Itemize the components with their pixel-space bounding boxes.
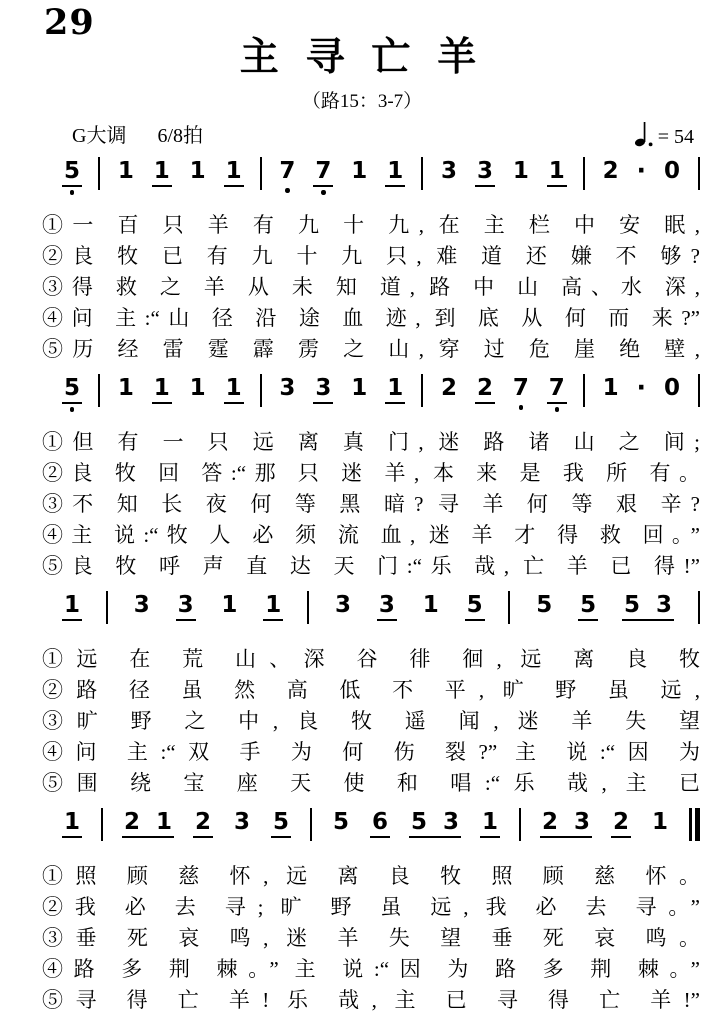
note	[152, 160, 172, 187]
note	[439, 377, 459, 402]
note-body	[511, 160, 531, 185]
note-digit: 3	[177, 592, 194, 618]
scripture-reference: （路15：3-7）	[301, 91, 423, 112]
note-digit: 1	[387, 158, 404, 184]
note-digit: 1	[117, 375, 134, 401]
note-digit: 5	[410, 809, 427, 835]
beamed-note-pair	[409, 811, 461, 838]
verse-line: ⑤围 绕 宝 座 天 使 和 唱:“乐 哉, 主 已	[42, 771, 700, 795]
beamed-note-pair	[622, 594, 674, 621]
barline	[106, 591, 108, 624]
note-digit: 3	[334, 592, 351, 618]
note	[511, 160, 531, 185]
note	[421, 594, 441, 619]
system-4	[0, 799, 724, 1016]
note	[224, 377, 244, 404]
note-body	[475, 377, 495, 404]
note-digit: 1	[652, 809, 669, 835]
note-body	[313, 160, 333, 187]
note	[331, 811, 351, 836]
note-body	[313, 377, 333, 404]
note-body	[62, 594, 82, 621]
note-body	[271, 811, 291, 838]
note	[475, 160, 495, 187]
note-body	[385, 377, 405, 404]
final-barline-thick	[695, 808, 701, 841]
barline	[698, 157, 700, 190]
augmentation-dot: ·	[636, 156, 647, 185]
note-body	[188, 160, 208, 185]
note-body	[62, 811, 82, 838]
hymn-title: 主 寻 亡 羊	[239, 36, 485, 79]
beam	[122, 811, 174, 838]
barline	[421, 374, 423, 407]
note-body	[116, 377, 136, 402]
verse-line: ②良 牧 已 有 九 十 九 只, 难 道 还 嫌 不 够?	[42, 244, 700, 268]
note	[62, 377, 82, 412]
note-body	[277, 160, 297, 185]
note-digit: 1	[153, 375, 170, 401]
verse-line: ①但 有 一 只 远 离 真 门, 迷 路 诸 山 之 间;	[42, 430, 700, 454]
note	[188, 160, 208, 185]
note-digit: 3	[279, 375, 296, 401]
note	[547, 160, 567, 187]
note	[313, 160, 333, 195]
rest-note	[662, 160, 682, 185]
note-digit: 2	[476, 375, 493, 401]
note	[277, 377, 297, 402]
note	[601, 160, 621, 185]
note	[116, 160, 136, 185]
verse-line: ③旷 野 之 中, 良 牧 遥 闻, 迷 羊 失 望	[42, 709, 700, 733]
beamed-note-pair	[122, 811, 174, 838]
verse-line: ⑤历 经 雷 霆 霹 雳 之 山, 穿 过 危 崖 绝 壁,	[42, 337, 700, 361]
note-body	[152, 160, 172, 187]
note-digit: 5	[332, 809, 349, 835]
note	[465, 594, 485, 621]
note-digit: 1	[156, 809, 173, 835]
barline	[519, 808, 521, 841]
note-digit: 3	[133, 592, 150, 618]
note-body	[439, 377, 459, 402]
key-signature: G大调	[72, 125, 127, 147]
note-body	[534, 594, 554, 619]
low-octave-dot	[321, 190, 326, 195]
low-octave-dot	[555, 407, 560, 412]
note-body	[277, 377, 297, 402]
note-digit: 0	[663, 158, 680, 184]
note-body	[601, 377, 621, 402]
barline	[421, 157, 423, 190]
barline	[508, 591, 510, 624]
note-digit: 5	[536, 592, 553, 618]
low-octave-dot	[519, 405, 524, 410]
verse-line: ①一 百 只 羊 有 九 十 九, 在 主 栏 中 安 眠,	[42, 213, 700, 237]
verse-block-2	[42, 427, 700, 582]
note	[176, 594, 196, 621]
note-body	[62, 377, 82, 404]
note-body	[370, 811, 390, 838]
note-body	[611, 811, 631, 838]
note-digit: 0	[663, 375, 680, 401]
note-digit: 3	[656, 592, 673, 618]
note	[349, 377, 369, 402]
tempo-value: = 54	[657, 126, 694, 148]
verse-line: ④主 说:“牧 人 必 须 流 血, 迷 羊 才 得 救 回。”	[42, 523, 700, 547]
note-digit: 5	[580, 592, 597, 618]
low-octave-dot	[285, 188, 290, 193]
note-digit: 1	[221, 592, 238, 618]
verse-line: ③不 知 长 夜 何 等 黑 暗? 寻 羊 何 等 艰 辛?	[42, 492, 700, 516]
barline	[583, 157, 585, 190]
note	[475, 377, 495, 404]
barline	[98, 157, 100, 190]
note-digit: 2	[195, 809, 212, 835]
verse-line: ③得 救 之 羊 从 未 知 道, 路 中 山 高、水 深,	[42, 275, 700, 299]
note	[263, 594, 283, 621]
note	[534, 594, 554, 619]
note-body	[176, 594, 196, 621]
verse-line: ②我 必 去 寻; 旷 野 虽 远, 我 必 去 寻。”	[42, 895, 700, 919]
note-digit: 6	[371, 809, 388, 835]
note-digit: 3	[234, 809, 251, 835]
note-digit: 3	[574, 809, 591, 835]
verse-block-1	[42, 210, 700, 365]
verse-line: ④路 多 荆 棘。” 主 说:“因 为 路 多 荆 棘。”	[42, 957, 700, 981]
note-body	[152, 377, 172, 404]
note-digit: 5	[273, 809, 290, 835]
note-digit: 1	[189, 158, 206, 184]
note-body	[349, 160, 369, 185]
note-body	[650, 811, 670, 836]
note	[277, 160, 297, 193]
note	[385, 377, 405, 404]
note-digit: 2	[602, 158, 619, 184]
note-body	[480, 811, 500, 838]
note-body	[578, 594, 598, 621]
note-digit: 1	[387, 375, 404, 401]
note-digit: 1	[189, 375, 206, 401]
note	[132, 594, 152, 619]
verse-line: ④问 主:“山 径 沿 途 血 迹, 到 底 从 何 而 来?”	[42, 306, 700, 330]
barline	[310, 808, 312, 841]
note	[377, 594, 397, 621]
note-body	[193, 811, 213, 838]
note	[116, 377, 136, 402]
system-1	[0, 148, 724, 365]
barline	[260, 374, 262, 407]
barline	[260, 157, 262, 190]
note	[370, 811, 390, 838]
note-digit: 3	[378, 592, 395, 618]
note-body	[224, 160, 244, 187]
beam	[409, 811, 461, 838]
note-body	[547, 377, 567, 404]
beam	[540, 811, 592, 838]
note-digit: 1	[153, 158, 170, 184]
barline	[698, 591, 700, 624]
note-digit: 1	[482, 809, 499, 835]
key-time-signature	[72, 119, 203, 148]
barline	[98, 374, 100, 407]
note	[349, 160, 369, 185]
hymn-number: 29	[44, 2, 95, 43]
note-body	[385, 160, 405, 187]
note-digit: 5	[64, 375, 81, 401]
note	[547, 377, 567, 412]
note	[511, 377, 531, 410]
note-body	[263, 594, 283, 621]
note	[333, 594, 353, 619]
note	[313, 377, 333, 404]
note	[578, 594, 598, 621]
final-barline	[689, 808, 700, 841]
note-digit: 1	[225, 375, 242, 401]
note	[62, 811, 82, 838]
note-digit: 1	[64, 809, 81, 835]
note	[224, 160, 244, 187]
note-body	[511, 377, 531, 402]
note-digit: 3	[441, 158, 458, 184]
verse-line: ①照 顾 慈 怀, 远 离 良 牧 照 顾 慈 怀。	[42, 864, 700, 888]
note	[232, 811, 252, 836]
note-body	[475, 160, 495, 187]
note-body	[421, 594, 441, 619]
beam	[622, 594, 674, 621]
note	[62, 160, 82, 195]
note-digit: 5	[623, 592, 640, 618]
dotted-quarter-note-icon	[634, 119, 654, 148]
note-body	[62, 160, 82, 187]
note	[385, 160, 405, 187]
note-digit: 1	[548, 158, 565, 184]
verse-block-4	[42, 861, 700, 1016]
note	[611, 811, 631, 838]
note	[650, 811, 670, 836]
barline	[698, 374, 700, 407]
note-body	[116, 160, 136, 185]
note-digit: 1	[422, 592, 439, 618]
verse-line: ④问 主:“双 手 为 何 伤 裂?” 主 说:“因 为	[42, 740, 700, 764]
note-digit: 7	[315, 158, 332, 184]
notation-line-4	[48, 811, 700, 857]
note-digit: 3	[443, 809, 460, 835]
note-body	[601, 160, 621, 185]
barline	[307, 591, 309, 624]
note-body	[377, 594, 397, 621]
note-body	[219, 594, 239, 619]
note-digit: 1	[117, 158, 134, 184]
note-body	[439, 160, 459, 185]
note-digit: 1	[64, 592, 81, 618]
low-octave-dot	[70, 407, 75, 412]
augmentation-dot: ·	[636, 373, 647, 402]
note-body	[333, 594, 353, 619]
note	[152, 377, 172, 404]
notation-line-1	[48, 156, 700, 206]
verse-block-3	[42, 644, 700, 799]
final-barline-thin	[689, 808, 692, 841]
verse-line: ⑤寻 得 亡 羊! 乐 哉, 主 已 寻 得 亡 羊!”	[42, 988, 700, 1012]
verse-line: ②良 牧 回 答:“那 只 迷 羊, 本 来 是 我 所 有。	[42, 461, 700, 485]
note-body	[232, 811, 252, 836]
system-2	[0, 365, 724, 582]
note-body	[662, 377, 682, 402]
barline	[101, 808, 103, 841]
note-digit: 1	[351, 158, 368, 184]
note-body	[188, 377, 208, 402]
time-signature: 6/8拍	[157, 125, 204, 147]
low-octave-dot	[70, 190, 75, 195]
note	[62, 594, 82, 621]
note	[219, 594, 239, 619]
note-digit: 1	[351, 375, 368, 401]
note-digit: 2	[613, 809, 630, 835]
note	[439, 160, 459, 185]
note-digit: 1	[225, 158, 242, 184]
note-body	[465, 594, 485, 621]
rest-note	[662, 377, 682, 402]
notation-line-2	[48, 373, 700, 423]
note-digit: 7	[512, 375, 529, 401]
notation-line-3	[48, 594, 700, 640]
note	[480, 811, 500, 838]
beamed-note-pair	[540, 811, 592, 838]
note	[601, 377, 621, 402]
note-body	[547, 160, 567, 187]
note-digit: 2	[123, 809, 140, 835]
note-digit: 1	[602, 375, 619, 401]
barline	[583, 374, 585, 407]
tempo-marking	[634, 119, 694, 148]
note-body	[349, 377, 369, 402]
verse-line: ⑤良 牧 呼 声 直 达 天 门:“乐 哉, 亡 羊 已 得!”	[42, 554, 700, 578]
verse-line: ②路 径 虽 然 高 低 不 平, 旷 野 虽 远,	[42, 678, 700, 702]
note	[271, 811, 291, 838]
note-digit: 3	[315, 375, 332, 401]
note-digit: 5	[64, 158, 81, 184]
note-digit: 2	[541, 809, 558, 835]
note-body	[224, 377, 244, 404]
note-digit: 5	[466, 592, 483, 618]
note-digit: 1	[512, 158, 529, 184]
note-body	[662, 160, 682, 185]
note-body	[132, 594, 152, 619]
note-body	[331, 811, 351, 836]
meta-row	[72, 119, 694, 148]
note-digit: 2	[441, 375, 458, 401]
verse-line: ③垂 死 哀 鸣, 迷 羊 失 望 垂 死 哀 鸣。	[42, 926, 700, 950]
verse-line: ①远 在 荒 山、深 谷 徘 徊, 远 离 良 牧	[42, 647, 700, 671]
note-digit: 7	[279, 158, 296, 184]
note-digit: 7	[548, 375, 565, 401]
note	[188, 377, 208, 402]
note-digit: 1	[265, 592, 282, 618]
note	[193, 811, 213, 838]
note-digit: 3	[476, 158, 493, 184]
system-3	[0, 582, 724, 799]
